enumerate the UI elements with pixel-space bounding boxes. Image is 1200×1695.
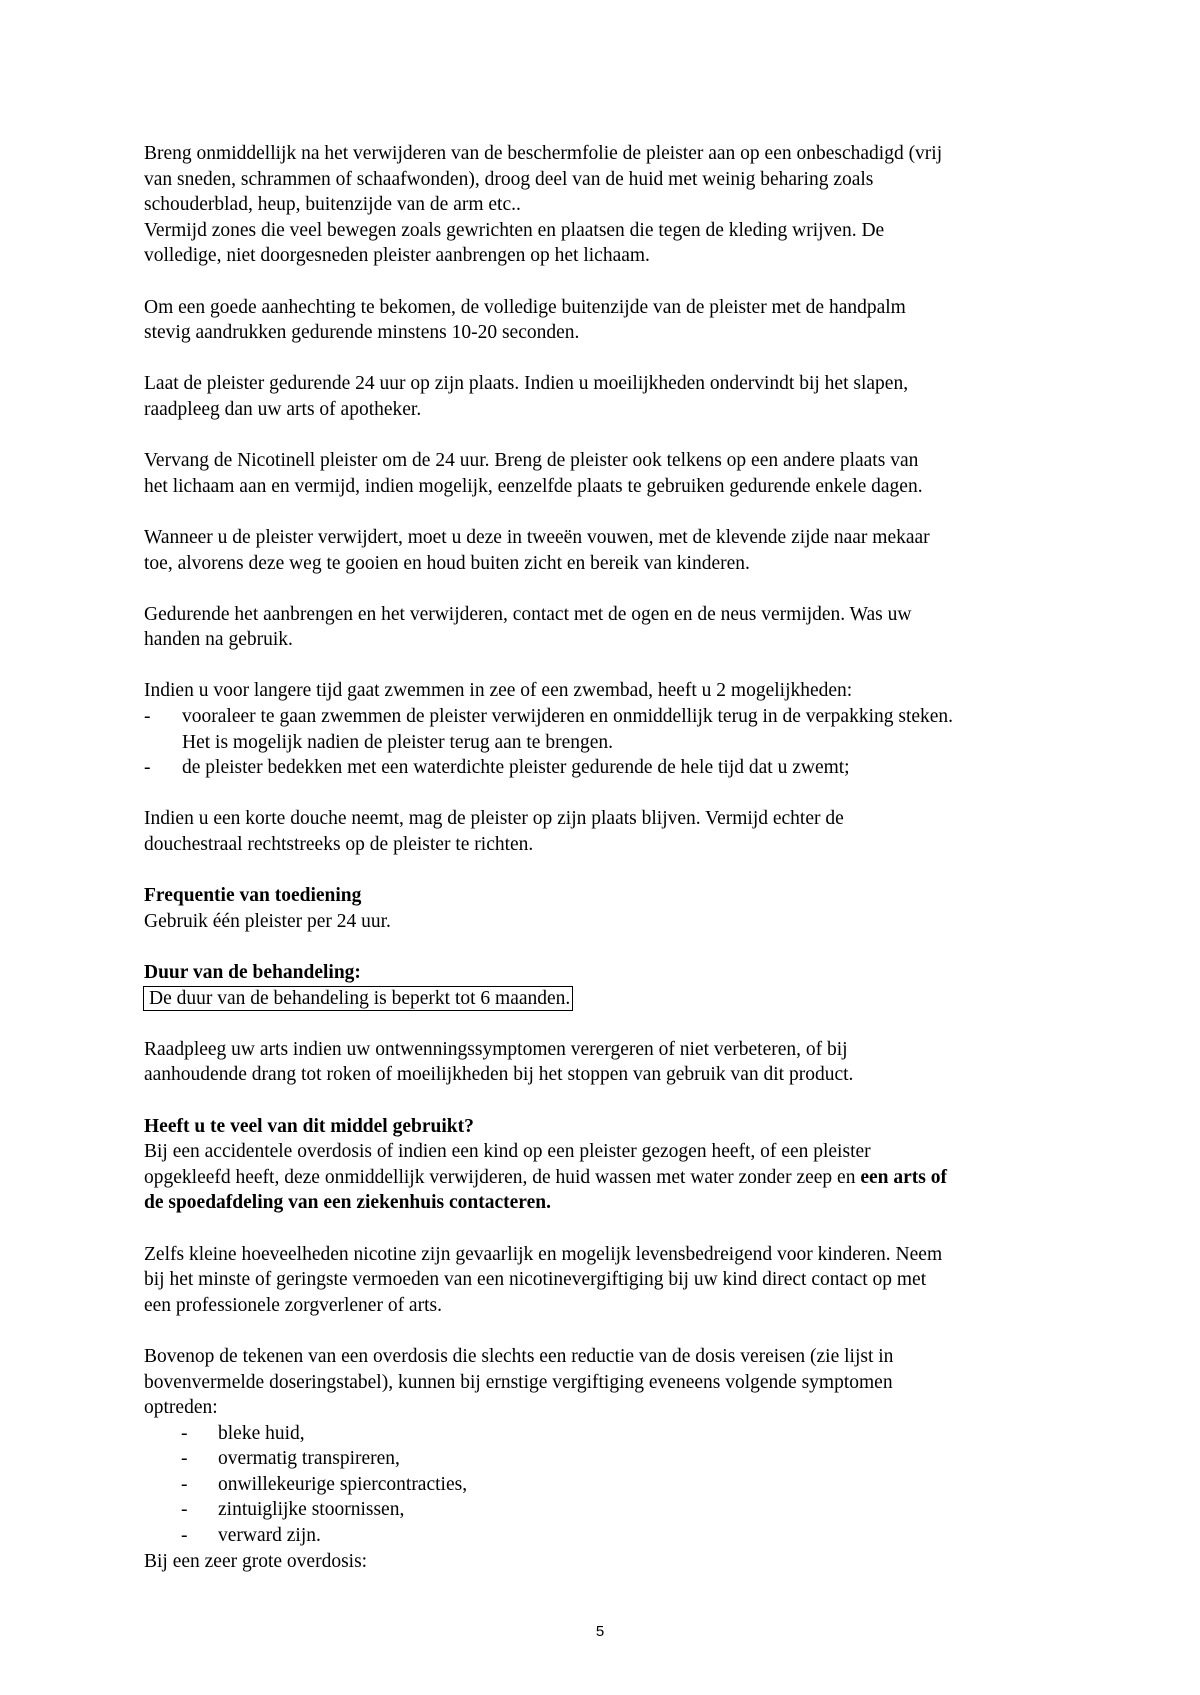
section-frequency [144,883,1084,934]
text-line [144,1165,1084,1191]
paragraph-24h [144,371,1084,422]
list-item-text: bleke huid, [218,1422,305,1444]
list-dash: - [181,1525,188,1547]
text-line: van sneden, schrammen of schaafwonden), droog deel van de huid met weinig beharing zoals [144,168,874,190]
paragraph-application [144,141,1084,269]
text-line: raadpleeg dan uw arts of apotheker. [144,398,422,420]
text-line: volledige, niet doorgesneden pleister aanbrengen op het lichaam. [144,245,650,267]
text-line: optreden: [144,1397,218,1419]
document-page [144,141,1084,1574]
text-line: Gebruik één pleister per 24 uur. [144,910,391,932]
text-line: schouderblad, heup, buitenzijde van de arm etc.. [144,194,521,216]
list-item-text: overmatig transpireren, [218,1448,400,1470]
text-line: Indien u voor langere tijd gaat zwemmen in zee of een zwembad, heeft u 2 mogelijkheden: [144,680,853,702]
list-item-text: verward zijn. [218,1525,321,1547]
page-number: 5 [595,1623,605,1640]
text-line: Zelfs kleine hoeveelheden nicotine zijn gevaarlijk en mogelijk levensbedreigend voor kinderen. Neem [144,1243,943,1265]
paragraph-adhesion [144,295,1084,346]
paragraph-shower [144,806,1084,857]
section-duration [144,960,1084,1011]
boxed-text: De duur van de behandeling is beperkt tot 6 maanden. [143,986,573,1011]
text-line: Bovenop de tekenen van een overdosis die slechts een reductie van de dosis vereisen (zie lijst in [144,1345,894,1367]
text-line: Indien u een korte douche neemt, mag de pleister op zijn plaats blijven. Vermijd echter de [144,808,844,830]
text-line: Wanneer u de pleister verwijdert, moet u deze in tweeën vouwen, met de klevende zijde naar mekaar [144,526,930,548]
paragraph-swimming [144,678,1084,780]
text-line: de pleister bedekken met een waterdichte pleister gedurende de hele tijd dat u zwemt; [182,757,850,779]
text-line: Raadpleeg uw arts indien uw ontwenningssymptomen verergeren of niet verbeteren, of bij [144,1038,848,1060]
list-item [144,755,1084,781]
section-overdose [144,1114,1084,1216]
text-line: Laat de pleister gedurende 24 uur op zijn plaats. Indien u moeilijkheden ondervindt bij het slapen, [144,373,909,395]
text-run: opgekleefd heeft, deze onmiddellijk verwijderen, de huid wassen met water zonder zeep en [144,1166,861,1188]
text-line: douchestraal rechtstreeks op de pleister te richten. [144,834,534,856]
emphasis-text: de spoedafdeling van een ziekenhuis contacteren. [144,1192,551,1214]
emphasis-text: een arts of [860,1166,947,1188]
list-item [144,1421,1084,1447]
text-line: handen na gebruik. [144,629,293,651]
paragraph-consult [144,1037,1084,1088]
list-item [144,1523,1084,1549]
paragraph-removal [144,525,1084,576]
paragraph-replace [144,448,1084,499]
section-heading: Duur van de behandeling: [144,962,361,983]
text-line: Om een goede aanhechting te bekomen, de volledige buitenzijde van de pleister met de handpalm [144,296,906,318]
text-line: aanhoudende drang tot roken of moeilijkheden bij het stoppen van gebruik van dit product. [144,1064,854,1086]
list-dash: - [181,1473,188,1495]
text-line: Het is mogelijk nadien de pleister terug aan te brengen. [182,731,614,753]
list-dash: - [144,757,151,779]
text-line: Vervang de Nicotinell pleister om de 24 uur. Breng de pleister ook telkens op een andere plaats van [144,450,919,472]
list-item [144,704,1084,755]
text-line: een professionele zorgverlener of arts. [144,1294,442,1316]
paragraph-children [144,1242,1084,1319]
list-dash: - [181,1499,188,1521]
text-line: stevig aandrukken gedurende minstens 10-20 seconden. [144,322,580,344]
text-line: Breng onmiddellijk na het verwijderen van de beschermfolie de pleister aan op een onbeschadigd (vrij [144,143,943,164]
text-line: Gedurende het aanbrengen en het verwijderen, contact met de ogen en de neus vermijden. Was uw [144,603,912,625]
list-item [144,1472,1084,1498]
list-dash: - [181,1422,188,1444]
list-dash: - [181,1448,188,1470]
text-line: bovenvermelde doseringstabel), kunnen bij ernstige vergiftiging eveneens volgende symptomen [144,1371,893,1393]
text-line: vooraleer te gaan zwemmen de pleister verwijderen en onmiddellijk terug in de verpakking steken. [182,706,954,728]
text-line: Bij een zeer grote overdosis: [144,1550,368,1572]
list-item-text: zintuiglijke stoornissen, [218,1499,405,1521]
list-item [144,1446,1084,1472]
list-item-text: onwillekeurige spiercontracties, [218,1473,468,1495]
paragraph-symptoms [144,1344,1084,1574]
text-line: het lichaam aan en vermijd, indien mogelijk, eenzelfde plaats te gebruiken gedurende enkele dagen. [144,475,923,497]
list-dash: - [144,706,151,728]
paragraph-eyes [144,602,1084,653]
list-item [144,1497,1084,1523]
text-line: Bij een accidentele overdosis of indien een kind op een pleister gezogen heeft, of een pleister [144,1141,871,1163]
section-heading: Heeft u te veel van dit middel gebruikt? [144,1115,474,1137]
text-line: bij het minste of geringste vermoeden van een nicotinevergiftiging bij uw kind direct contact op met [144,1269,927,1291]
text-line: toe, alvorens deze weg te gooien en houd buiten zicht en bereik van kinderen. [144,552,750,574]
section-heading: Frequentie van toediening [144,885,362,907]
text-line: Vermijd zones die veel bewegen zoals gewrichten en plaatsen die tegen de kleding wrijven. De [144,219,885,241]
